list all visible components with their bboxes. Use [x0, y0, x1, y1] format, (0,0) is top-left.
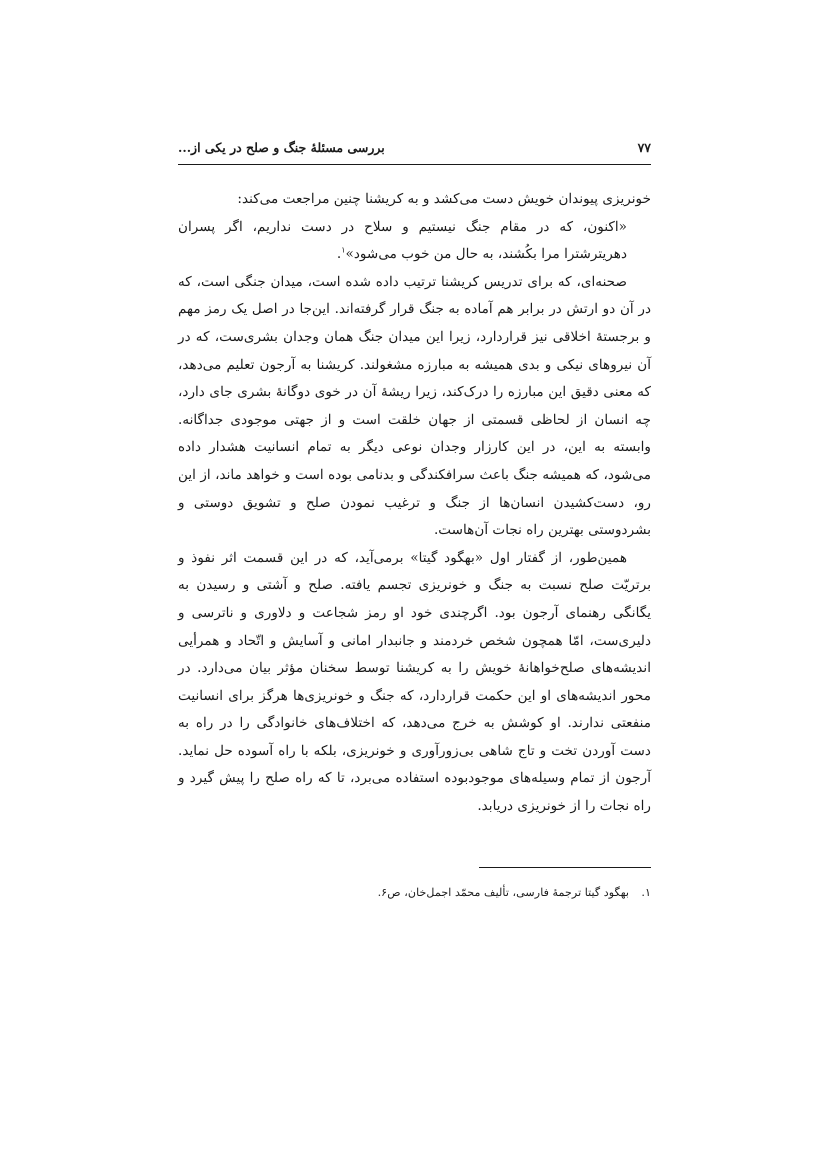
page-number: ۷۷	[637, 140, 651, 155]
paragraph-2: صحنه‌ای، که برای تدریس کریشنا ترتیب داده شده است، میدان جنگی است، که در آن دو ارتش در برابر هم آماده به جنگ قرار گرفته‌اند. این‌جا در اصل یک رمز مهم و برجستهٔ اخلاقی نیز قراردارد، زیرا این میدان جنگ همان وجدان بشری‌ست، که در آن نیروهای نیکی و بدی همیشه به مبارزه مشغولند. کریشنا به آرجون تعلیم می‌دهد، که معنی دقیق این مبارزه را درک‌کند، زیرا ریشهٔ آن در خوی دوگانهٔ بشری جای دارد، چه انسان از لحاظی قسمتی از جهان خلقت است و از جهتی موجودی جداگانه. وابسته به این، در این کارزار وجدان نوعی دیگر به تمام انسانیت هشدار داده می‌شود، که همیشه جنگ باعث سرافکندگی و بدنامی بوده است و خواهد ماند، از این رو، دست‌کشیدن انسان‌ها از جنگ و ترغیب نمودن صلح و تشویق دوستی و بشردوستی بهترین راه نجات آن‌هاست.	[178, 273, 651, 539]
footnote	[178, 884, 651, 902]
footnote-reference[interactable]: ۱	[341, 245, 346, 255]
chapter-title: بررسی مسئلهٔ جنگ و صلح در یکی از...	[178, 140, 385, 155]
body-text	[178, 186, 651, 821]
quotation-text: «اکنون، که در مقام جنگ نیستیم و سلاح در دست نداریم، اگر پسران دهریترشترا مرا بکُشند، به حال من خوب می‌شود»	[178, 218, 627, 263]
footnote-rule	[479, 867, 651, 868]
running-head	[178, 136, 651, 160]
quotation-end: .	[336, 246, 342, 263]
book-page	[178, 136, 651, 1036]
paragraph-3: همین‌طور، از گفتار اول «بهگود گیتا» برمی‌آید، که در این قسمت اثر نفوذ و برتریّت صلح نسبت به جنگ و خونریزی تجسم یافته. صلح و آشتی و رسیدن به یگانگی رهنمای آرجون بود. اگرچندی خود او رمز شجاعت و دلاوری و ناترسی و دلیری‌ست، امّا همچون شخص خردمند و جانبدار امانی و آسایش و اتّحاد و همرأیی اندیشه‌های صلح‌خواهانهٔ خویش را به کریشنا توسط سخنان مؤثر بیان می‌دارد. در محور اندیشه‌های او این حکمت قراردارد، که جنگ و خونریزی‌ها هرگز برای انسانیت منفعتی ندارند. او کوشش به خرج می‌دهد، که اختلاف‌های خانوادگی را در راه به دست آوردن تخت و تاج شاهی بی‌زورآوری و خونریزی، بلکه با راه آسوده حل نماید. آرجون از تمام وسیله‌های موجودبوده استفاده می‌برد، تا که راه صلح را پیش گیرد و راه نجات را از خونریزی دریابد.	[178, 549, 651, 815]
paragraph-1: خونریزی پیوندان خویش دست می‌کشد و به کریشنا چنین مراجعت می‌کند:	[237, 191, 651, 207]
header-rule	[178, 164, 651, 165]
quotation	[178, 214, 651, 269]
footnote-text: بهگود گیتا ترجمهٔ فارسی، تألیف محمّد اجمل‌خان، ص۶.	[377, 886, 629, 899]
footnote-number: ۱.	[641, 886, 651, 899]
